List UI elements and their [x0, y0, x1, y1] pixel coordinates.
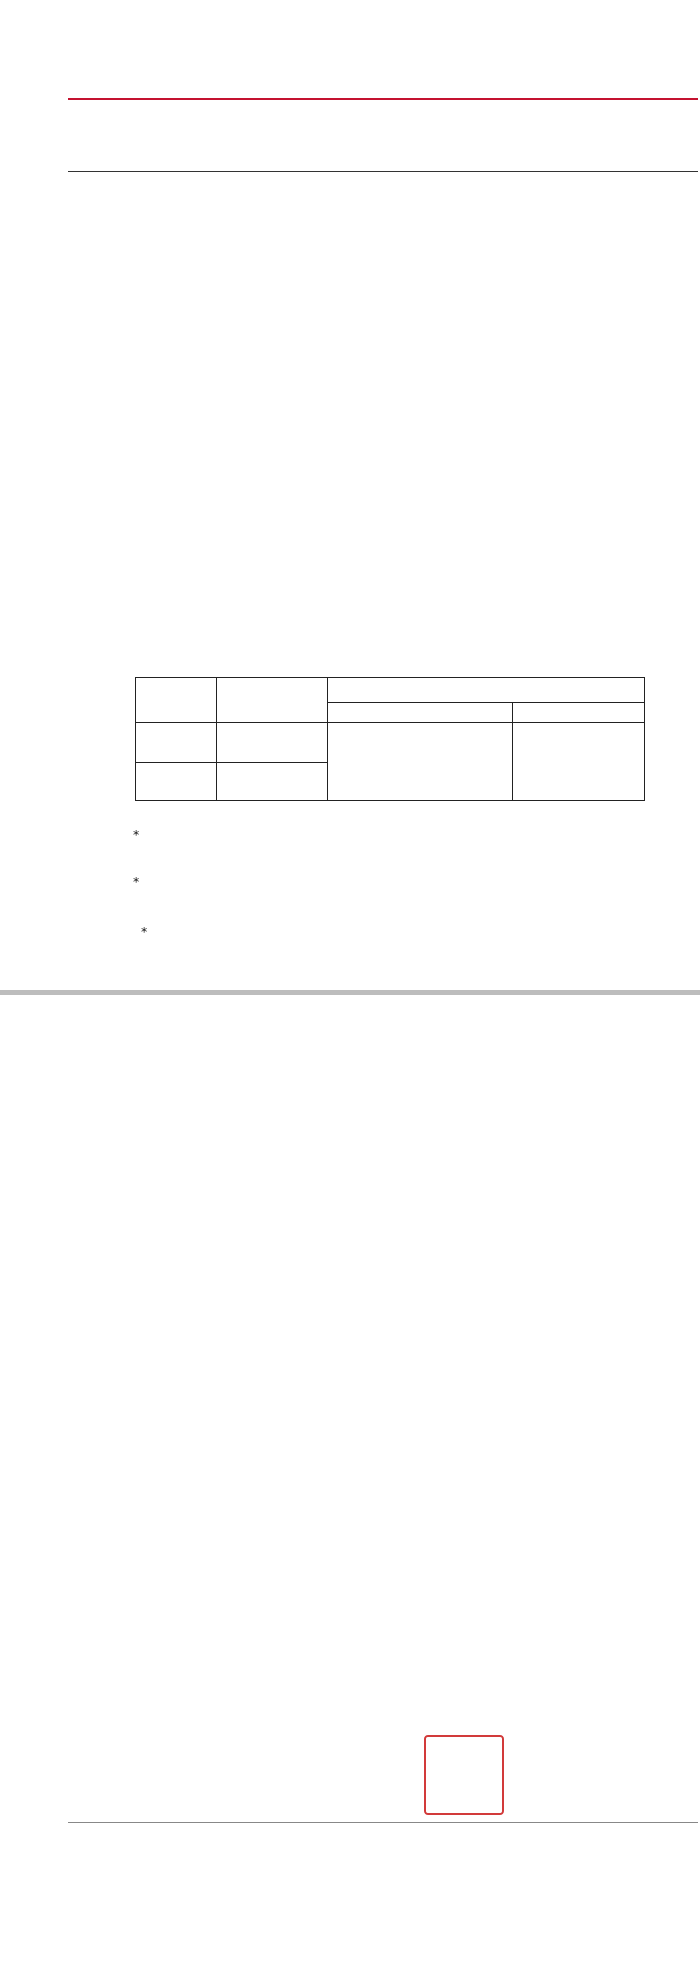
item-venue [133, 440, 157, 464]
via-row [82, 130, 92, 146]
subject-row [82, 150, 92, 166]
header-products [328, 678, 645, 703]
attendee-table [135, 677, 645, 801]
note-item: * [133, 827, 140, 842]
page-separator [0, 990, 700, 995]
header-existing [328, 703, 513, 723]
table-cell [136, 763, 217, 801]
item-schedule [133, 402, 157, 426]
header-divider [68, 171, 698, 172]
note-item: * [133, 874, 140, 889]
official-seal [424, 1735, 504, 1815]
item-attendees [133, 477, 246, 501]
letterhead-rule [68, 98, 698, 100]
item-attendee-list [133, 582, 157, 606]
header-name [217, 678, 328, 723]
table-cell [513, 723, 645, 801]
table-cell [217, 763, 328, 801]
signature-divider [68, 1822, 698, 1823]
table-cell [328, 723, 513, 801]
note-item: * [140, 924, 148, 939]
table-cell [217, 723, 328, 763]
item-content [133, 545, 157, 569]
header-position [136, 678, 217, 723]
recipients-row [68, 1845, 126, 1860]
header-new [513, 703, 645, 723]
table-cell [136, 723, 217, 763]
recipient-row [90, 110, 100, 126]
